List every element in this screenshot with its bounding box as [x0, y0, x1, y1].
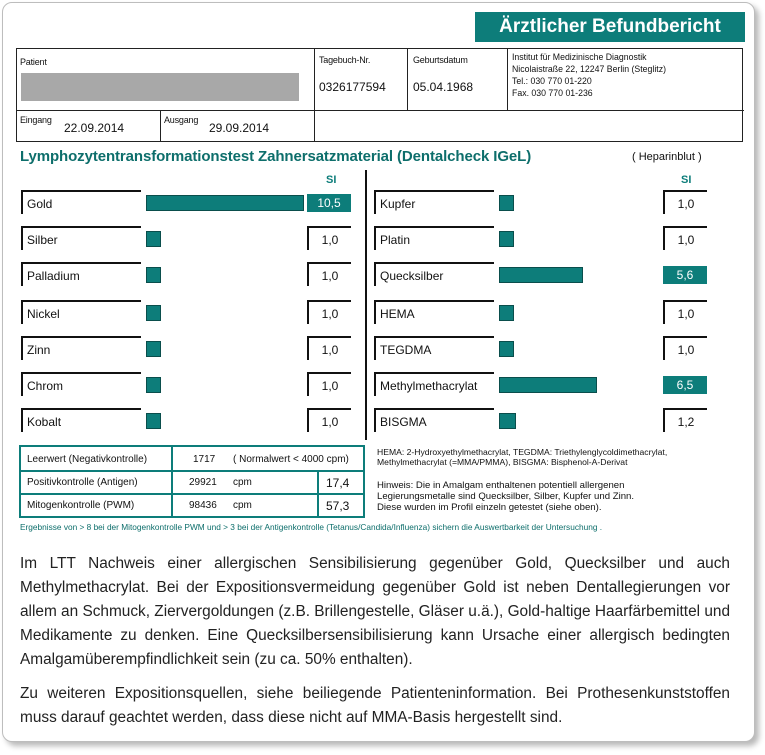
allergen-label: Kupfer — [374, 190, 494, 214]
in-label: Eingang — [20, 115, 52, 125]
si-value: 1,0 — [307, 226, 351, 250]
control-unit: ( Normalwert < 4000 cpm) — [233, 454, 349, 465]
si-bar — [499, 195, 514, 211]
validity-footnote: Ergebnisse von > 8 bei der Mitogenkontrolle PWM und > 3 bei der Antigenkontrolle (Tetanus/Candida/Influenza) sichern die Auswertbarkeit der Untersuchung . — [20, 522, 603, 532]
allergen-row — [21, 408, 401, 436]
control-unit: cpm — [233, 477, 252, 488]
row-divider — [21, 470, 363, 472]
allergen-row — [374, 336, 754, 364]
in-value: 22.09.2014 — [64, 121, 125, 135]
si-value: 1,0 — [663, 190, 707, 214]
allergen-row — [374, 262, 754, 290]
allergen-row — [374, 190, 754, 218]
sample-type-note: ( Heparinblut ) — [632, 151, 702, 163]
allergen-row — [21, 190, 401, 218]
si-bar — [499, 413, 516, 429]
row-divider — [21, 493, 363, 495]
si-bar — [146, 231, 161, 247]
si-value: 1,0 — [307, 408, 351, 432]
control-count: 1717 — [193, 454, 216, 465]
out-label: Ausgang — [164, 115, 199, 125]
control-label: Positivkontrolle (Antigen) — [27, 477, 138, 488]
allergen-label: Platin — [374, 226, 494, 250]
abbreviation-legend — [377, 447, 747, 467]
legend-line: HEMA: 2-Hydroxyethylmethacrylat, TEGDMA: Triethylenglycoldimethacrylat, — [377, 447, 668, 457]
institute-line: Nicolaistraße 22, 12247 Berlin (Steglitz) — [512, 64, 666, 75]
hint-line: Hinweis: Die in Amalgam enthaltenen potentiell allergenen — [377, 480, 625, 491]
controls-table — [19, 445, 365, 518]
institute-address — [512, 52, 679, 100]
si-bar — [499, 267, 583, 283]
out-value: 29.09.2014 — [209, 121, 270, 135]
si-value: 1,0 — [307, 300, 351, 324]
si-value: 1,2 — [663, 408, 707, 432]
test-title: Lymphozytentransformationstest Zahnersatzmaterial (Dentalcheck IGeL) — [20, 148, 532, 165]
allergen-row — [21, 262, 401, 290]
report-title: Ärztlicher Befundbericht — [475, 12, 745, 42]
hint-line: Diese wurden im Profil einzeln getestet (siehe oben). — [377, 502, 602, 513]
allergen-label: HEMA — [374, 300, 494, 324]
allergen-row — [21, 226, 401, 254]
allergen-label: Palladium — [21, 262, 141, 286]
finding-paragraph: Im LTT Nachweis einer allergischen Sensibilisierung gegenüber Gold, Quecksilber und auch Methylmethacrylat. Bei der Expositionsvermeidung gegenüber Gold ist neben Dentallegierungen vor allem an Schmuck, Ziervergoldungen (z.B. Brillengestelle, Gläser u.ä.), Gold-haltige Haarfärbemittel und Medikamente zu denken. Eine Quecksilbersensibilisierung kann Ursache einer allergisch bedingten Amalgamüberempfindlichkeit sein (zu ca. 50% enthalten). — [20, 555, 731, 668]
patient-label: Patient — [20, 57, 47, 67]
control-value: 57,3 — [326, 499, 350, 513]
si-value: 1,0 — [307, 262, 351, 286]
allergen-row — [374, 408, 754, 436]
si-header-left: SI — [326, 174, 337, 186]
institute-line: Institut für Medizinische Diagnostik — [512, 52, 647, 63]
allergen-label: Chrom — [21, 372, 141, 396]
allergen-label: Quecksilber — [374, 262, 494, 286]
allergen-row — [374, 372, 754, 400]
si-header-right: SI — [681, 174, 692, 186]
si-value: 1,0 — [663, 226, 707, 250]
allergen-label: Methylmethacrylat — [374, 372, 494, 396]
institute-line: Fax. 030 770 01-236 — [512, 88, 593, 99]
patient-name-redacted — [21, 73, 299, 101]
si-bar — [146, 267, 161, 283]
allergen-label: BISGMA — [374, 408, 494, 432]
si-bar — [499, 341, 514, 357]
allergen-row — [374, 300, 754, 328]
legend-line: Methylmethacrylat (=MMA/PMMA), BISGMA: Bisphenol-A-Derivat — [377, 457, 628, 467]
si-bar — [499, 305, 514, 321]
control-label: Leerwert (Negativkontrolle) — [27, 454, 148, 465]
allergen-row — [374, 226, 754, 254]
birth-label: Geburtsdatum — [413, 55, 468, 65]
diary-label: Tagebuch-Nr. — [319, 55, 371, 65]
exposure-paragraph: Zu weiteren Expositionsquellen, siehe beiliegende Patienteninformation. Bei Prothesenkunststoffen muss darauf geachtet werden, dass diese nicht auf MMA-Basis hergestellt sind. — [20, 685, 730, 726]
control-count: 29921 — [189, 477, 217, 488]
allergen-label: Silber — [21, 226, 141, 250]
si-value: 6,5 — [663, 376, 707, 394]
allergen-label: Nickel — [21, 300, 141, 324]
allergen-row — [21, 300, 401, 328]
si-value: 1,0 — [663, 336, 707, 360]
allergen-row — [21, 372, 401, 400]
si-bar — [499, 231, 514, 247]
si-bar — [146, 341, 161, 357]
control-count: 98436 — [189, 500, 217, 511]
hint-line: Legierungsmetalle sind Quecksilber, Silber, Kupfer und Zinn. — [377, 491, 635, 502]
si-value: 1,0 — [663, 300, 707, 324]
institute-line: Tel.: 030 770 01-220 — [512, 76, 592, 87]
diary-value: 0326177594 — [319, 80, 386, 94]
birth-value: 05.04.1968 — [413, 80, 474, 94]
allergen-label: Zinn — [21, 336, 141, 360]
si-bar — [146, 195, 304, 211]
si-bar — [146, 377, 161, 393]
amalgam-hint — [377, 480, 747, 513]
control-unit: cpm — [233, 500, 252, 511]
si-value: 5,6 — [663, 266, 707, 284]
allergen-label: Gold — [21, 190, 141, 214]
allergen-row — [21, 336, 401, 364]
allergen-label: TEGDMA — [374, 336, 494, 360]
si-bar — [499, 377, 597, 393]
col-divider — [317, 470, 319, 516]
patient-header-table — [16, 48, 743, 142]
allergen-label: Kobalt — [21, 408, 141, 432]
si-value: 1,0 — [307, 336, 351, 360]
control-label: Mitogenkontrolle (PWM) — [27, 500, 135, 511]
si-value: 10,5 — [307, 194, 351, 212]
control-value: 17,4 — [326, 476, 350, 490]
si-bar — [146, 413, 161, 429]
si-bar — [146, 305, 161, 321]
col-divider — [171, 447, 173, 516]
si-value: 1,0 — [307, 372, 351, 396]
